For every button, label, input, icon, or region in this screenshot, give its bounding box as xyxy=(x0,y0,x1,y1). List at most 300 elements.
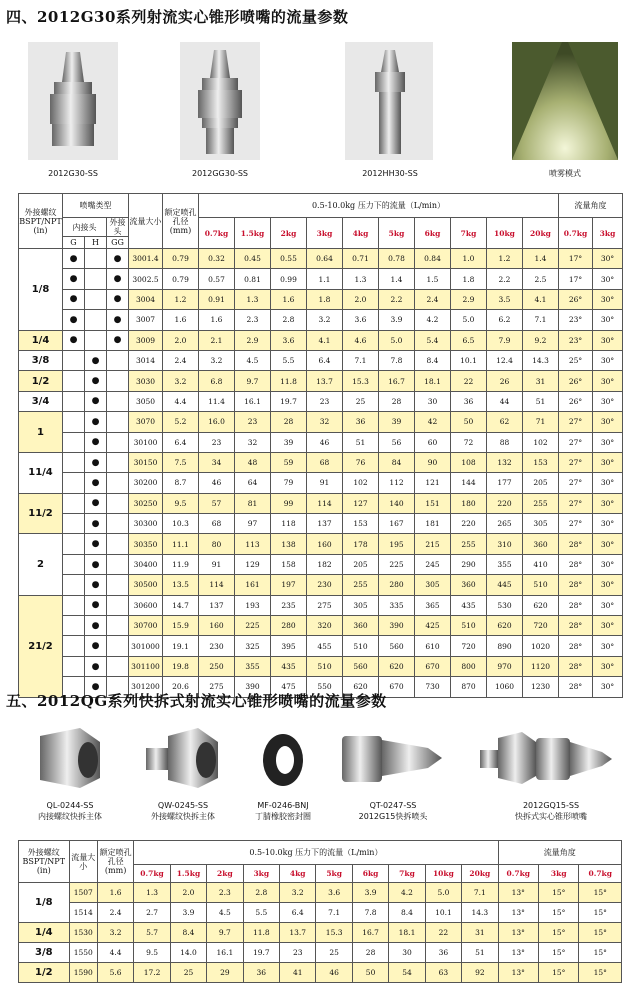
flow-value-cell: 9.5 xyxy=(134,943,170,963)
angle-cell: 30° xyxy=(593,616,623,636)
flow-value-cell: 197 xyxy=(271,575,307,595)
orifice-cell: 0.79 xyxy=(163,269,199,289)
flow-value-cell: 23 xyxy=(307,391,343,411)
angle-cell: 28° xyxy=(559,677,593,697)
thread-size-cell: 1/8 xyxy=(19,249,63,331)
flow-value-cell: 6.4 xyxy=(280,903,316,923)
flow-value-cell: 620 xyxy=(379,656,415,676)
flow-value-cell: 132 xyxy=(487,452,523,472)
thread-size-cell: 1/2 xyxy=(19,963,70,983)
angle-cell: 30° xyxy=(593,391,623,411)
angle-col: 0.7kg xyxy=(579,865,622,883)
flow-value-cell: 355 xyxy=(235,656,271,676)
flow-value-cell: 3.9 xyxy=(352,883,388,903)
qw-0245-photo xyxy=(142,722,224,794)
flow-value-cell: 720 xyxy=(451,636,487,656)
photo-subcaption: 丁腈橡胶密封圈 xyxy=(255,812,311,821)
flow-value-cell: 2.0 xyxy=(343,289,379,309)
flow-value-cell: 275 xyxy=(199,677,235,697)
flow-value-cell: 305 xyxy=(343,595,379,615)
photo-caption: QW-0245-SS xyxy=(157,801,209,810)
angle-cell: 28° xyxy=(559,595,593,615)
flow-value-cell: 15.3 xyxy=(343,371,379,391)
flow-value-cell: 4.1 xyxy=(523,289,559,309)
orifice-cell: 20.6 xyxy=(163,677,199,697)
flow-value-cell: 305 xyxy=(523,514,559,534)
type-gg-cell xyxy=(107,432,129,452)
flow-value-cell: 1120 xyxy=(523,656,559,676)
angle-cell: 30° xyxy=(593,249,623,269)
pressure-col: 7kg xyxy=(451,218,487,249)
flow-value-cell: 51 xyxy=(343,432,379,452)
flow-value-cell: 11.4 xyxy=(199,391,235,411)
flow-value-cell: 0.64 xyxy=(307,249,343,269)
orifice-cell: 10.3 xyxy=(163,514,199,534)
flow-size-cell: 30400 xyxy=(129,554,163,574)
table-row xyxy=(19,493,623,513)
type-h-cell: ● xyxy=(85,656,107,676)
photo-caption: 2012GQ15-SS xyxy=(522,801,580,810)
angle-cell: 15° xyxy=(579,903,622,923)
type-h-cell xyxy=(85,310,107,330)
type-gg-cell xyxy=(107,350,129,370)
flow-value-cell: 445 xyxy=(487,575,523,595)
flow-size-cell: 301000 xyxy=(129,636,163,656)
flow-value-cell: 280 xyxy=(379,575,415,595)
flow-value-cell: 0.55 xyxy=(271,249,307,269)
flow-value-cell: 30 xyxy=(389,943,425,963)
photo-caption: 2012GG30-SS xyxy=(192,169,248,178)
type-h-cell: ● xyxy=(85,595,107,615)
photo-subcaption: 快拆式实心锥形喷嘴 xyxy=(515,812,587,821)
orifice-cell: 11.9 xyxy=(163,554,199,574)
mf-0246-seal-photo xyxy=(258,730,308,790)
flow-value-cell: 23 xyxy=(280,943,316,963)
flow-value-cell: 4.6 xyxy=(343,330,379,350)
flow-value-cell: 5.0 xyxy=(425,883,461,903)
flow-value-cell: 34 xyxy=(199,452,235,472)
flow-value-cell: 510 xyxy=(451,616,487,636)
flow-value-cell: 59 xyxy=(271,452,307,472)
flow-value-cell: 245 xyxy=(415,554,451,574)
angle-cell: 26° xyxy=(559,391,593,411)
flow-value-cell: 17.2 xyxy=(134,963,170,983)
pressure-col: 1.5kg xyxy=(235,218,271,249)
angle-cell: 28° xyxy=(559,616,593,636)
section4-flow-table xyxy=(18,193,623,698)
flow-value-cell: 360 xyxy=(451,575,487,595)
flow-value-cell: 2.1 xyxy=(199,330,235,350)
angle-cell: 15° xyxy=(579,923,622,943)
pressure-col: 1.5kg xyxy=(170,865,206,883)
flow-value-cell: 114 xyxy=(307,493,343,513)
orifice-cell: 7.5 xyxy=(163,452,199,472)
flow-value-cell: 290 xyxy=(451,554,487,574)
flow-value-cell: 102 xyxy=(343,473,379,493)
flow-value-cell: 51 xyxy=(523,391,559,411)
flow-value-cell: 14.3 xyxy=(523,350,559,370)
flow-value-cell: 8.4 xyxy=(170,923,206,943)
pressure-col: 4kg xyxy=(343,218,379,249)
flow-value-cell: 14.3 xyxy=(462,903,498,923)
flow-size-cell: 1530 xyxy=(69,923,97,943)
pressure-col: 10kg xyxy=(425,865,461,883)
type-gg-cell: ● xyxy=(107,289,129,309)
flow-value-cell: 50 xyxy=(352,963,388,983)
flow-value-cell: 280 xyxy=(271,616,307,636)
flow-value-cell: 800 xyxy=(451,656,487,676)
flow-size-cell: 30100 xyxy=(129,432,163,452)
type-g-cell: ● xyxy=(63,330,85,350)
flow-value-cell: 215 xyxy=(415,534,451,554)
flow-value-cell: 620 xyxy=(523,595,559,615)
flow-value-cell: 108 xyxy=(451,452,487,472)
flow-value-cell: 62 xyxy=(487,412,523,432)
type-gg-cell: ● xyxy=(107,330,129,350)
angle-cell: 28° xyxy=(559,656,593,676)
orifice-cell: 9.5 xyxy=(163,493,199,513)
photo-caption: 2012HH30-SS xyxy=(362,169,418,178)
flow-value-cell: 0.71 xyxy=(343,249,379,269)
flow-value-cell: 8.4 xyxy=(415,350,451,370)
orifice-cell: 15.9 xyxy=(163,616,199,636)
table-row xyxy=(19,595,623,615)
pressure-col: 5kg xyxy=(379,218,415,249)
orifice-cell: 19.1 xyxy=(163,636,199,656)
type-gg-cell xyxy=(107,412,129,432)
type-h-cell: ● xyxy=(85,636,107,656)
flow-value-cell: 2.9 xyxy=(235,330,271,350)
flow-value-cell: 5.5 xyxy=(271,350,307,370)
flow-value-cell: 113 xyxy=(235,534,271,554)
flow-value-cell: 1020 xyxy=(523,636,559,656)
type-g-cell xyxy=(63,554,85,574)
flow-value-cell: 9.7 xyxy=(207,923,243,943)
flow-value-cell: 56 xyxy=(379,432,415,452)
angle-cell: 23° xyxy=(559,330,593,350)
orifice-cell: 8.7 xyxy=(163,473,199,493)
flow-size-cell: 3014 xyxy=(129,350,163,370)
flow-value-cell: 620 xyxy=(343,677,379,697)
type-h-cell: ● xyxy=(85,575,107,595)
flow-value-cell: 0.91 xyxy=(199,289,235,309)
flow-value-cell: 57 xyxy=(199,493,235,513)
flow-value-cell: 79 xyxy=(271,473,307,493)
flow-value-cell: 510 xyxy=(523,575,559,595)
angle-cell: 30° xyxy=(593,656,623,676)
flow-value-cell: 255 xyxy=(523,493,559,513)
angle-header: 流量角度 xyxy=(498,841,621,865)
type-g-cell xyxy=(63,514,85,534)
flow-value-cell: 39 xyxy=(379,412,415,432)
angle-cell: 30° xyxy=(593,432,623,452)
flow-value-cell: 3.2 xyxy=(199,350,235,370)
angle-cell: 30° xyxy=(593,514,623,534)
flow-size-header: 流量大小 xyxy=(129,194,163,249)
qt-0247-photo xyxy=(338,722,448,794)
type-g-cell xyxy=(63,636,85,656)
flow-value-cell: 91 xyxy=(307,473,343,493)
flow-value-cell: 425 xyxy=(415,616,451,636)
flow-value-cell: 0.57 xyxy=(199,269,235,289)
orifice-cell: 2.4 xyxy=(97,903,133,923)
angle-col: 3kg xyxy=(593,218,623,249)
table-row xyxy=(19,636,623,656)
flow-value-cell: 1.8 xyxy=(307,289,343,309)
orifice-cell: 3.2 xyxy=(97,923,133,943)
flow-value-cell: 158 xyxy=(271,554,307,574)
orifice-cell: 5.6 xyxy=(97,963,133,983)
flow-size-cell: 301100 xyxy=(129,656,163,676)
angle-cell: 30° xyxy=(593,452,623,472)
angle-cell: 15° xyxy=(539,903,579,923)
flow-value-cell: 205 xyxy=(343,554,379,574)
angle-cell: 28° xyxy=(559,534,593,554)
photo-subcaption: 外接螺纹快拆主体 xyxy=(151,812,215,821)
table-row xyxy=(19,269,623,289)
table-row xyxy=(19,452,623,472)
angle-cell: 27° xyxy=(559,432,593,452)
flow-value-cell: 6.2 xyxy=(487,310,523,330)
flow-value-cell: 25 xyxy=(316,943,352,963)
type-h-cell: ● xyxy=(85,412,107,432)
flow-value-cell: 167 xyxy=(379,514,415,534)
flow-value-cell: 510 xyxy=(343,636,379,656)
nozzle-2012hh30-photo xyxy=(345,42,433,160)
pressure-col: 20kg xyxy=(462,865,498,883)
flow-value-cell: 455 xyxy=(307,636,343,656)
table-row xyxy=(19,903,622,923)
angle-cell: 30° xyxy=(593,310,623,330)
type-g-cell xyxy=(63,534,85,554)
table-row xyxy=(19,310,623,330)
pressure-col: 10kg xyxy=(487,218,523,249)
flow-value-cell: 2.8 xyxy=(243,883,279,903)
flow-value-cell: 97 xyxy=(235,514,271,534)
pressure-col: 2kg xyxy=(271,218,307,249)
flow-value-cell: 305 xyxy=(415,575,451,595)
type-g-cell xyxy=(63,412,85,432)
angle-cell: 15° xyxy=(579,943,622,963)
flow-value-cell: 3.6 xyxy=(343,310,379,330)
flow-value-cell: 3.9 xyxy=(170,903,206,923)
flow-value-cell: 31 xyxy=(462,923,498,943)
flow-value-cell: 76 xyxy=(343,452,379,472)
table-row xyxy=(19,412,623,432)
flow-value-cell: 2.7 xyxy=(134,903,170,923)
type-gg-cell xyxy=(107,514,129,534)
type-h-cell: ● xyxy=(85,350,107,370)
flow-value-cell: 151 xyxy=(415,493,451,513)
flow-value-cell: 18.1 xyxy=(415,371,451,391)
flow-value-cell: 13.7 xyxy=(307,371,343,391)
flow-value-cell: 71 xyxy=(523,412,559,432)
flow-value-cell: 0.78 xyxy=(379,249,415,269)
flow-value-cell: 9.7 xyxy=(235,371,271,391)
flow-value-cell: 335 xyxy=(379,595,415,615)
angle-cell: 27° xyxy=(559,514,593,534)
flow-value-cell: 137 xyxy=(307,514,343,534)
type-gg-cell xyxy=(107,493,129,513)
flow-value-cell: 320 xyxy=(307,616,343,636)
flow-value-cell: 16.7 xyxy=(379,371,415,391)
angle-cell: 25° xyxy=(559,350,593,370)
flow-value-cell: 6.8 xyxy=(199,371,235,391)
angle-cell: 30° xyxy=(593,534,623,554)
section5-title: 五、2012QG系列快拆式射流实心锥形喷嘴的流量参数 xyxy=(6,692,387,710)
table-row xyxy=(19,514,623,534)
type-gg-cell xyxy=(107,616,129,636)
flow-value-cell: 160 xyxy=(199,616,235,636)
angle-cell: 23° xyxy=(559,310,593,330)
orifice-cell: 1.6 xyxy=(163,310,199,330)
angle-cell: 17° xyxy=(559,249,593,269)
flow-value-cell: 365 xyxy=(415,595,451,615)
flow-value-cell: 6.4 xyxy=(307,350,343,370)
pressure-header: 0.5-10.0kg 压力下的流量（L/min） xyxy=(134,841,498,865)
flow-value-cell: 36 xyxy=(343,412,379,432)
flow-value-cell: 3.9 xyxy=(379,310,415,330)
flow-size-cell: 3001.4 xyxy=(129,249,163,269)
angle-cell: 28° xyxy=(559,636,593,656)
table-row xyxy=(19,289,623,309)
pressure-header: 0.5-10.0kg 压力下的流量（L/min） xyxy=(199,194,559,218)
flow-value-cell: 1.6 xyxy=(271,289,307,309)
type-gg-cell xyxy=(107,473,129,493)
type-h-cell: ● xyxy=(85,473,107,493)
flow-value-cell: 118 xyxy=(271,514,307,534)
flow-size-cell: 30300 xyxy=(129,514,163,534)
flow-value-cell: 68 xyxy=(307,452,343,472)
pressure-col: 7kg xyxy=(389,865,425,883)
g-header: G xyxy=(63,237,85,249)
type-gg-cell: ● xyxy=(107,249,129,269)
angle-cell: 30° xyxy=(593,371,623,391)
flow-value-cell: 46 xyxy=(316,963,352,983)
flow-size-cell: 1507 xyxy=(69,883,97,903)
flow-size-cell: 30500 xyxy=(129,575,163,595)
angle-cell: 15° xyxy=(539,883,579,903)
flow-value-cell: 1.3 xyxy=(235,289,271,309)
type-g-cell: ● xyxy=(63,310,85,330)
flow-value-cell: 2.0 xyxy=(170,883,206,903)
flow-value-cell: 890 xyxy=(487,636,523,656)
flow-value-cell: 1.8 xyxy=(451,269,487,289)
flow-value-cell: 670 xyxy=(379,677,415,697)
flow-value-cell: 99 xyxy=(271,493,307,513)
flow-value-cell: 12.4 xyxy=(487,350,523,370)
angle-cell: 13° xyxy=(498,923,538,943)
orifice-cell: 6.4 xyxy=(163,432,199,452)
flow-size-cell: 30150 xyxy=(129,452,163,472)
spray-pattern-photo xyxy=(512,42,618,160)
flow-value-cell: 730 xyxy=(415,677,451,697)
flow-value-cell: 54 xyxy=(389,963,425,983)
type-h-cell: ● xyxy=(85,554,107,574)
table-row xyxy=(19,883,622,903)
flow-value-cell: 44 xyxy=(487,391,523,411)
flow-value-cell: 1.5 xyxy=(415,269,451,289)
flow-value-cell: 1.2 xyxy=(487,249,523,269)
flow-value-cell: 250 xyxy=(199,656,235,676)
type-h-cell xyxy=(85,249,107,269)
angle-cell: 30° xyxy=(593,636,623,656)
flow-value-cell: 360 xyxy=(343,616,379,636)
pressure-col: 20kg xyxy=(523,218,559,249)
flow-value-cell: 15.3 xyxy=(316,923,352,943)
flow-value-cell: 1.0 xyxy=(451,249,487,269)
thread-size-cell: 1/8 xyxy=(19,883,70,923)
type-gg-cell xyxy=(107,391,129,411)
type-h-cell xyxy=(85,330,107,350)
flow-value-cell: 64 xyxy=(235,473,271,493)
table-row xyxy=(19,575,623,595)
flow-value-cell: 5.7 xyxy=(134,923,170,943)
orifice-cell: 1.6 xyxy=(97,883,133,903)
photo-caption: 喷雾模式 xyxy=(549,169,581,178)
flow-value-cell: 3.2 xyxy=(280,883,316,903)
angle-cell: 27° xyxy=(559,493,593,513)
flow-value-cell: 28 xyxy=(271,412,307,432)
ql-0244-photo xyxy=(30,722,110,794)
flow-value-cell: 310 xyxy=(487,534,523,554)
angle-cell: 13° xyxy=(498,943,538,963)
flow-value-cell: 255 xyxy=(343,575,379,595)
flow-value-cell: 3.2 xyxy=(307,310,343,330)
flow-value-cell: 60 xyxy=(415,432,451,452)
type-gg-cell xyxy=(107,554,129,574)
angle-cell: 30° xyxy=(593,412,623,432)
thread-size-cell: 2 xyxy=(19,534,63,595)
flow-value-cell: 5.4 xyxy=(415,330,451,350)
thread-size-cell: 21/2 xyxy=(19,595,63,697)
type-g-cell xyxy=(63,493,85,513)
flow-value-cell: 46 xyxy=(199,473,235,493)
angle-cell: 30° xyxy=(593,575,623,595)
type-g-cell xyxy=(63,391,85,411)
flow-value-cell: 435 xyxy=(451,595,487,615)
orifice-cell: 5.2 xyxy=(163,412,199,432)
flow-value-cell: 14.0 xyxy=(170,943,206,963)
flow-value-cell: 11.8 xyxy=(243,923,279,943)
type-gg-cell xyxy=(107,656,129,676)
gg-header: GG xyxy=(107,237,129,249)
flow-size-cell: 3050 xyxy=(129,391,163,411)
flow-value-cell: 2.2 xyxy=(379,289,415,309)
type-h-cell: ● xyxy=(85,371,107,391)
flow-value-cell: 25 xyxy=(170,963,206,983)
flow-value-cell: 31 xyxy=(523,371,559,391)
flow-value-cell: 510 xyxy=(307,656,343,676)
flow-value-cell: 102 xyxy=(523,432,559,452)
table-row xyxy=(19,554,623,574)
flow-value-cell: 4.2 xyxy=(415,310,451,330)
flow-value-cell: 112 xyxy=(379,473,415,493)
angle-cell: 30° xyxy=(593,554,623,574)
table-row xyxy=(19,616,623,636)
flow-value-cell: 7.1 xyxy=(316,903,352,923)
flow-value-cell: 81 xyxy=(235,493,271,513)
flow-size-header: 流量大小 xyxy=(69,841,97,883)
flow-value-cell: 36 xyxy=(243,963,279,983)
flow-value-cell: 9.2 xyxy=(523,330,559,350)
flow-size-cell: 3070 xyxy=(129,412,163,432)
type-g-cell xyxy=(63,656,85,676)
type-g-cell xyxy=(63,616,85,636)
type-h-cell: ● xyxy=(85,514,107,534)
flow-value-cell: 2.3 xyxy=(235,310,271,330)
flow-value-cell: 2.9 xyxy=(451,289,487,309)
